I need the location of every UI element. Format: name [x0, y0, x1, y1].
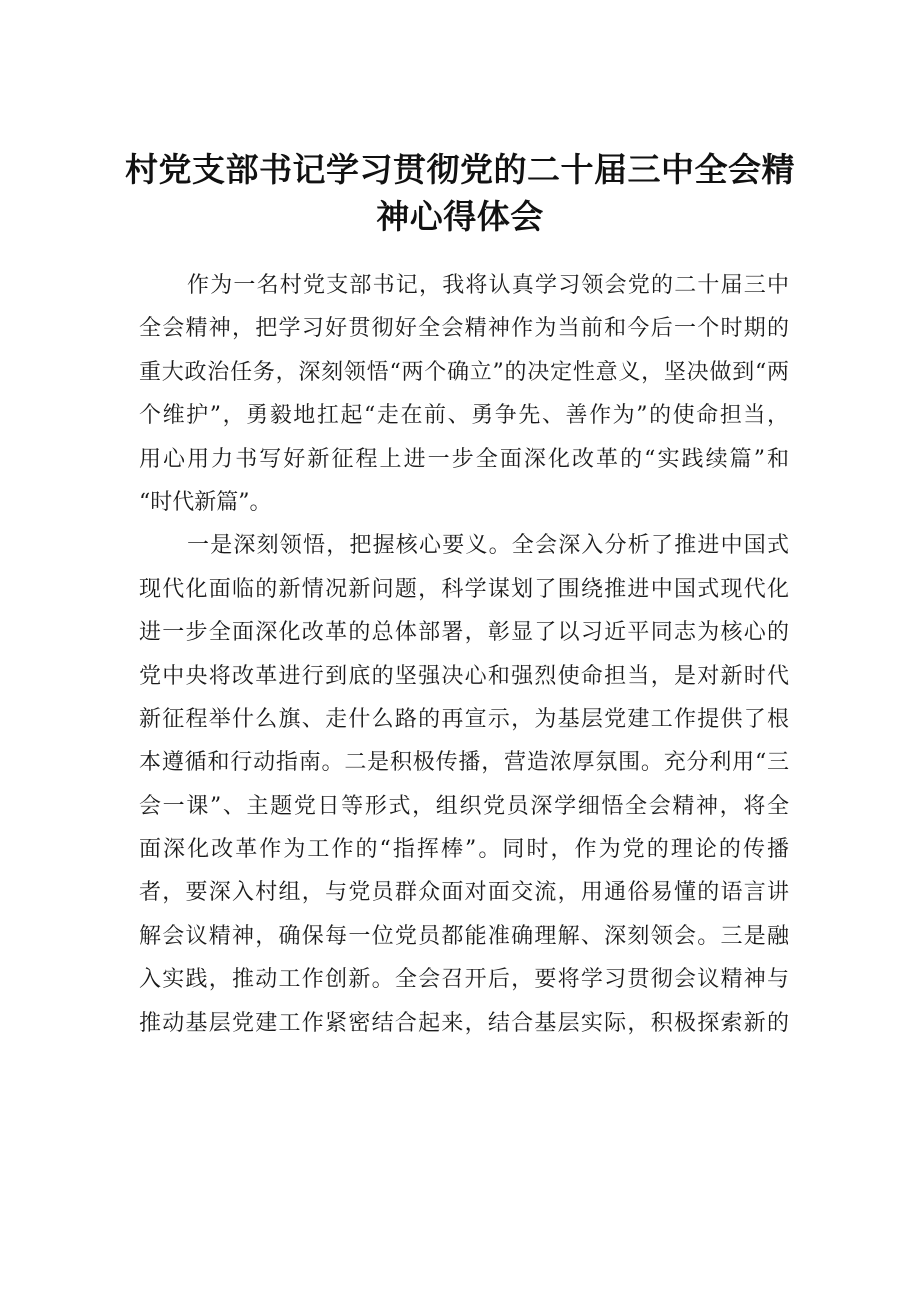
document-title: [100, 146, 820, 240]
text-line: “时代新篇”。: [139, 489, 272, 515]
text-line: 者，要深入村组，与党员群众面对面交流，用通俗易懂的语言讲: [139, 880, 789, 906]
text-line: 推动基层党建工作紧密结合起来，结合基层实际，积极探索新的: [139, 1010, 789, 1036]
text-line: 用心用力书写好新征程上进一步全面深化改革的“实践续篇”和: [139, 446, 789, 472]
text-line: 入实践，推动工作创新。全会召开后，要将学习贯彻会议精神与: [139, 967, 789, 993]
text-line: 个维护”，勇毅地扛起“走在前、勇争先、善作为”的使命担当，: [139, 403, 789, 429]
text-line: 现代化面临的新情况新问题，科学谋划了围绕推进中国式现代化: [139, 576, 789, 602]
text-line: 一是深刻领悟，把握核心要义。全会深入分析了推进中国式: [187, 533, 789, 559]
text-line: 面深化改革作为工作的“指挥棒”。同时，作为党的理论的传播: [139, 837, 789, 863]
text-line: 解会议精神，确保每一位党员都能准确理解、深刻领会。三是融: [139, 923, 789, 949]
text-line: 党中央将改革进行到底的坚强决心和强烈使命担当，是对新时代: [139, 663, 789, 689]
text-line: 本遵循和行动指南。二是积极传播，营造浓厚氛围。充分利用“三: [139, 750, 789, 776]
text-line: 作为一名村党支部书记，我将认真学习领会党的二十届三中: [187, 273, 789, 298]
paragraph-2: [139, 524, 789, 1045]
text-line: 会一课”、主题党日等形式，组织党员深学细悟全会精神，将全: [139, 793, 789, 819]
title-line: 神心得体会: [376, 197, 544, 236]
document-body: [139, 264, 789, 1045]
title-line: 村党支部书记学习贯彻党的二十届三中全会精: [125, 150, 795, 189]
text-line: 重大政治任务，深刻领悟“两个确立”的决定性意义，坚决做到“两: [139, 359, 789, 385]
paragraph-1: [139, 264, 789, 524]
text-line: 进一步全面深化改革的总体部署，彰显了以习近平同志为核心的: [139, 620, 789, 646]
text-line: 全会精神，把学习好贯彻好全会精神作为当前和今后一个时期的: [139, 316, 789, 342]
text-line: 新征程举什么旗、走什么路的再宣示，为基层党建工作提供了根: [139, 706, 789, 732]
